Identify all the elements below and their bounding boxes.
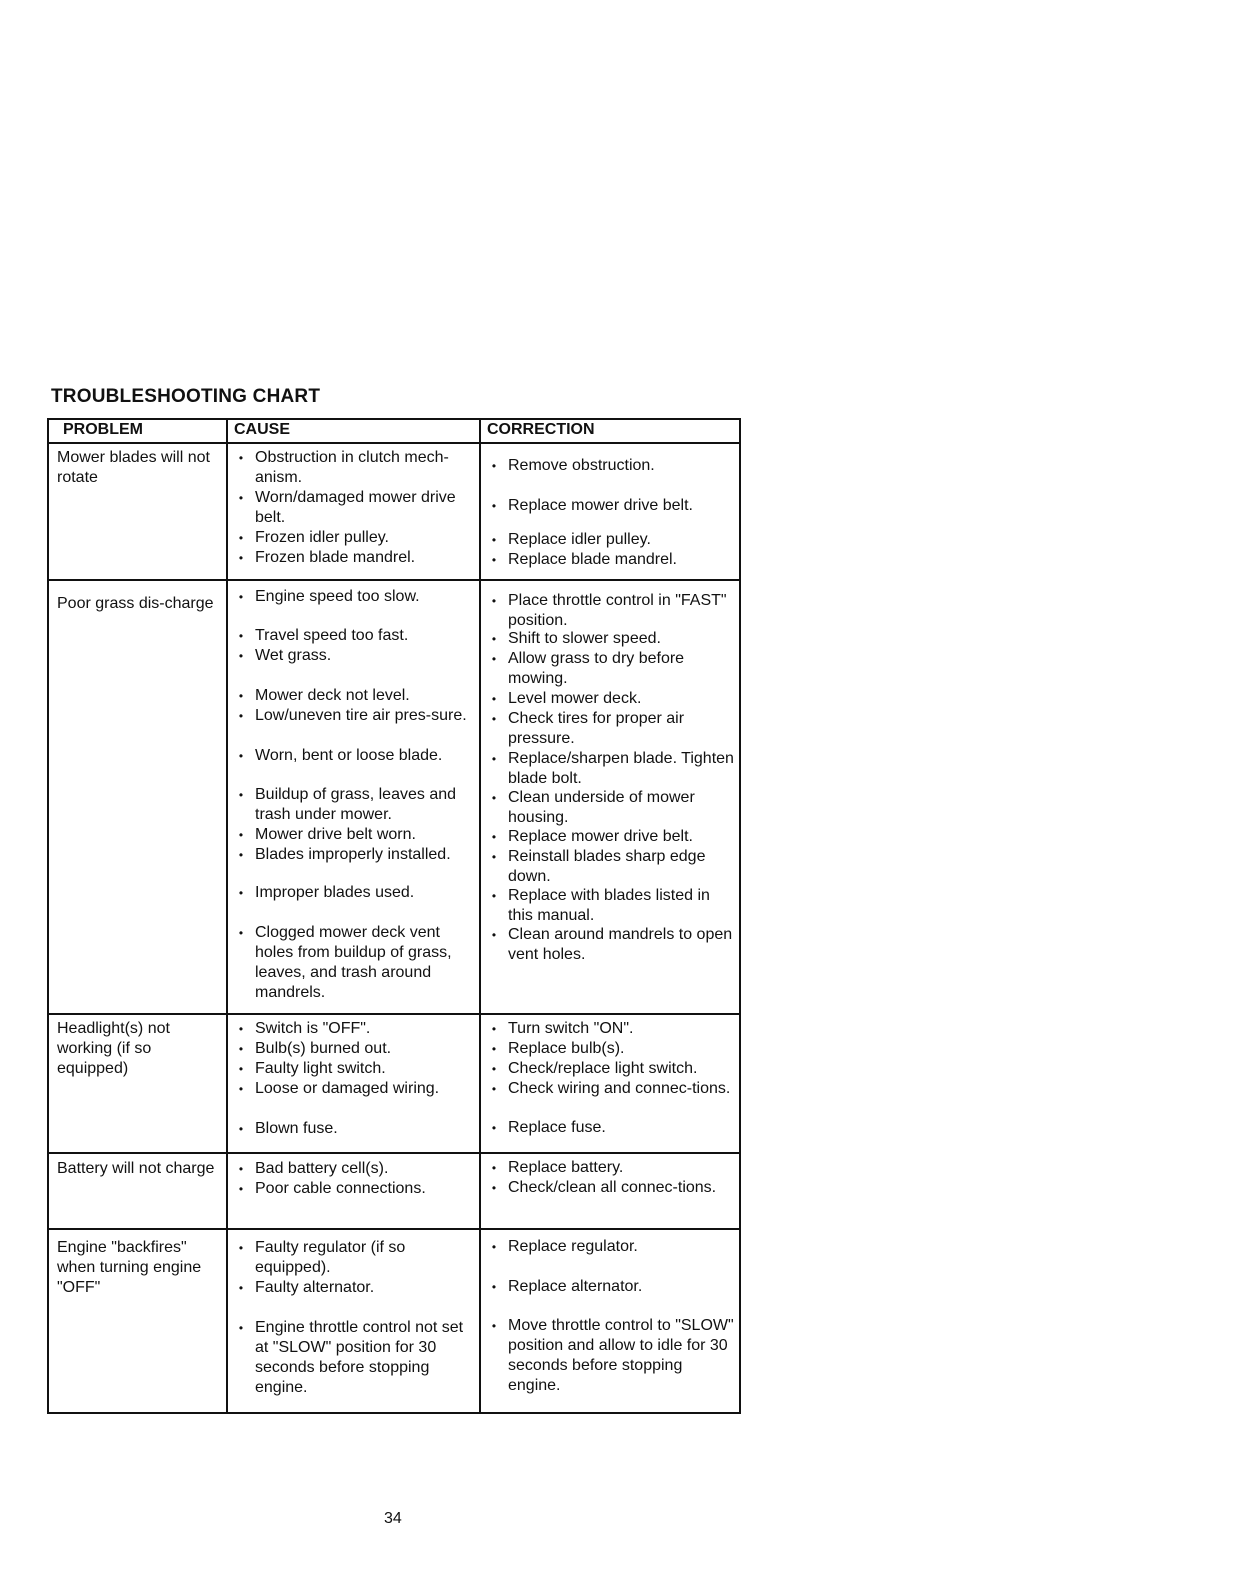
list-item: • Remove obstruction. bbox=[491, 457, 655, 474]
list-item: • Replace bulb(s). bbox=[491, 1040, 625, 1057]
correction-cell bbox=[481, 444, 739, 579]
page-number: 34 bbox=[384, 1510, 402, 1527]
list-item: • Place throttle control in "FAST" position. bbox=[491, 592, 727, 629]
list-item: • Level mower deck. bbox=[491, 690, 642, 707]
list-item: • Blown fuse. bbox=[238, 1120, 338, 1137]
list-item: • Turn switch "ON". bbox=[491, 1020, 634, 1037]
list-item: • Switch is "OFF". bbox=[238, 1020, 371, 1037]
correction-cell bbox=[481, 581, 739, 1013]
list-item: • Check wiring and connec-tions. bbox=[491, 1080, 731, 1097]
list-item: • Replace/sharpen blade. Tighten blade bolt. bbox=[491, 750, 734, 787]
cause-cell bbox=[228, 581, 481, 1013]
list-item: • Mower deck not level. bbox=[238, 687, 410, 704]
troubleshooting-table bbox=[47, 418, 741, 1414]
list-item: • Low/uneven tire air pres-sure. bbox=[238, 707, 467, 724]
cause-cell bbox=[228, 1230, 481, 1412]
list-item: • Faulty light switch. bbox=[238, 1060, 386, 1077]
list-item: • Obstruction in clutch mech-anism. bbox=[238, 449, 449, 486]
list-item: • Replace battery. bbox=[491, 1159, 624, 1176]
list-item: • Clogged mower deck vent holes from buildup of grass, leaves, and trash around mandrels. bbox=[238, 924, 452, 1001]
list-item: • Replace mower drive belt. bbox=[491, 497, 693, 514]
correction-cell bbox=[481, 1154, 739, 1228]
list-item: • Bulb(s) burned out. bbox=[238, 1040, 392, 1057]
list-item: • Poor cable connections. bbox=[238, 1180, 426, 1197]
table-row bbox=[49, 1154, 739, 1230]
list-item: • Faulty alternator. bbox=[238, 1279, 375, 1296]
table-row bbox=[49, 1230, 739, 1412]
list-item: • Bad battery cell(s). bbox=[238, 1160, 389, 1177]
list-item: • Check/replace light switch. bbox=[491, 1060, 698, 1077]
list-item: • Engine throttle control not set at "SLOW" position for 30 seconds before stopping engine. bbox=[238, 1319, 464, 1396]
list-item: • Travel speed too fast. bbox=[238, 627, 409, 644]
table-row bbox=[49, 1015, 739, 1154]
list-item: • Clean around mandrels to open vent holes. bbox=[491, 926, 733, 963]
header-correction: CORRECTION bbox=[487, 421, 595, 438]
problem-cell: Engine "backfires" when turning engine "OFF" bbox=[49, 1230, 228, 1412]
list-item: • Replace fuse. bbox=[491, 1119, 606, 1136]
list-item: • Replace regulator. bbox=[491, 1238, 638, 1255]
problem-cell: Battery will not charge bbox=[49, 1154, 228, 1228]
chart-title: TROUBLESHOOTING CHART bbox=[51, 386, 321, 407]
list-item: • Worn, bent or loose blade. bbox=[238, 747, 443, 764]
list-item: • Allow grass to dry before mowing. bbox=[491, 650, 685, 687]
list-item: • Reinstall blades sharp edge down. bbox=[491, 848, 706, 885]
table-row bbox=[49, 444, 739, 581]
list-item: • Replace blade mandrel. bbox=[491, 551, 677, 568]
correction-cell bbox=[481, 1015, 739, 1152]
header-problem: PROBLEM bbox=[49, 420, 228, 442]
problem-cell: Poor grass dis-charge bbox=[49, 581, 228, 1013]
list-item: • Frozen idler pulley. bbox=[238, 529, 389, 546]
list-item: • Buildup of grass, leaves and trash under mower. bbox=[238, 786, 457, 823]
problem-cell: Mower blades will not rotate bbox=[49, 444, 228, 579]
list-item: • Replace alternator. bbox=[491, 1278, 643, 1295]
list-item: • Loose or damaged wiring. bbox=[238, 1080, 440, 1097]
list-item: • Faulty regulator (if so equipped). bbox=[238, 1239, 406, 1276]
list-item: • Frozen blade mandrel. bbox=[238, 549, 416, 566]
list-item: • Blades improperly installed. bbox=[238, 846, 451, 863]
list-item: • Shift to slower speed. bbox=[491, 630, 661, 647]
list-item: • Check tires for proper air pressure. bbox=[491, 710, 685, 747]
list-item: • Engine speed too slow. bbox=[238, 588, 420, 605]
list-item: • Replace mower drive belt. bbox=[491, 828, 693, 845]
list-item: • Replace idler pulley. bbox=[491, 531, 651, 548]
list-item: • Worn/damaged mower drive belt. bbox=[238, 489, 456, 526]
cause-cell bbox=[228, 1015, 481, 1152]
list-item: • Check/clean all connec-tions. bbox=[491, 1179, 717, 1196]
list-item: • Replace with blades listed in this manual. bbox=[491, 887, 710, 924]
list-item: • Move throttle control to "SLOW" position and allow to idle for 30 seconds before stopping engine. bbox=[491, 1317, 734, 1394]
cause-cell bbox=[228, 1154, 481, 1228]
table-header-row bbox=[49, 420, 739, 444]
header-cause: CAUSE bbox=[228, 420, 481, 442]
problem-cell: Headlight(s) not working (if so equipped) bbox=[49, 1015, 228, 1152]
list-item: • Clean underside of mower housing. bbox=[491, 789, 695, 826]
table-row bbox=[49, 581, 739, 1015]
list-item: • Wet grass. bbox=[238, 647, 332, 664]
list-item: • Mower drive belt worn. bbox=[238, 826, 416, 843]
list-item: • Improper blades used. bbox=[238, 884, 415, 901]
cause-cell bbox=[228, 444, 481, 579]
correction-cell bbox=[481, 1230, 739, 1412]
